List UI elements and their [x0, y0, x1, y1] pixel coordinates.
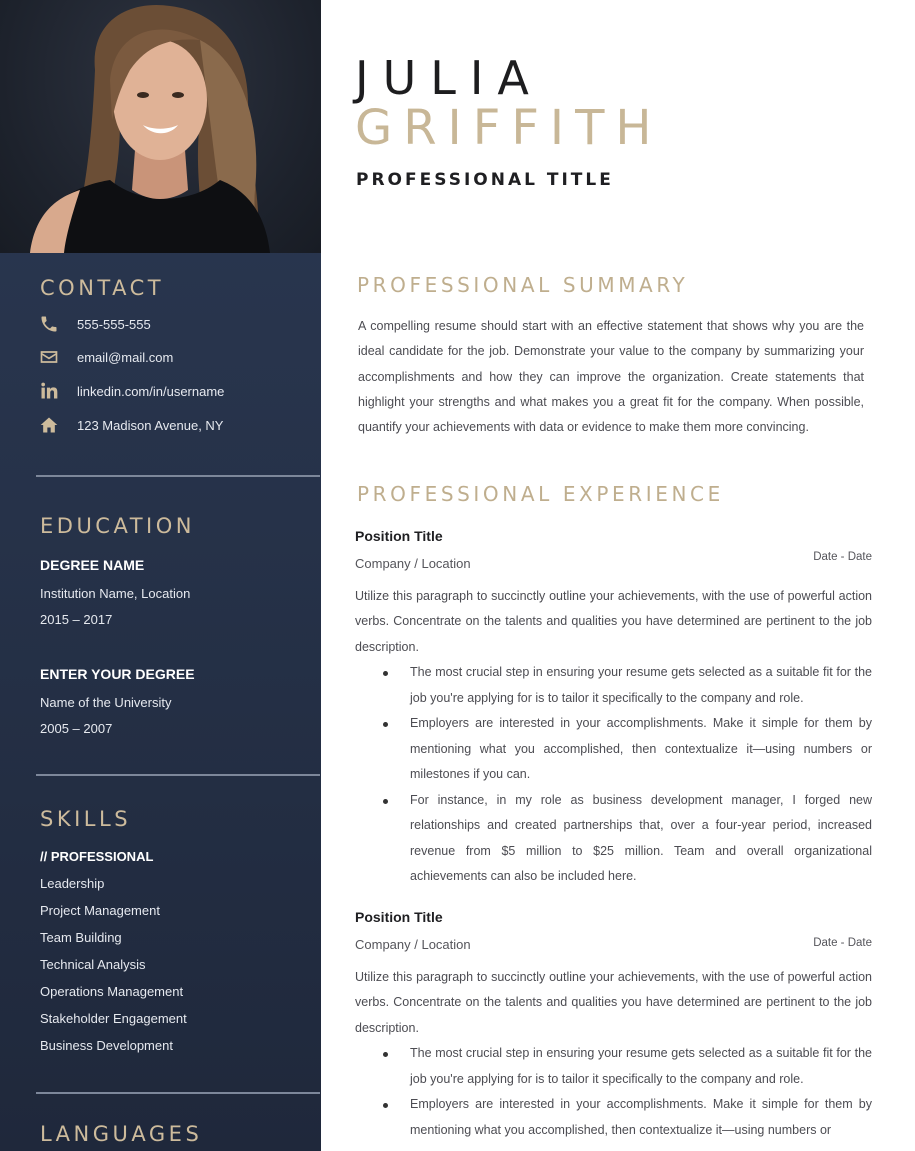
professional-title: PROFESSIONAL TITLE — [356, 170, 614, 190]
job-company: Company / Location — [355, 937, 471, 952]
contact-linkedin[interactable] — [38, 380, 224, 402]
contact-address — [38, 414, 223, 436]
skill-item: Technical Analysis — [40, 957, 146, 972]
job-bullets — [355, 1041, 872, 1143]
job-description: Utilize this paragraph to succinctly outline your achievements, with the use of powerful action verbs. Concentrate on the talents and qualities you have determined are pertinent to the job description. — [355, 970, 872, 1035]
email-icon — [38, 346, 60, 368]
skill-item: Team Building — [40, 930, 122, 945]
education-institution: Name of the University — [40, 695, 172, 710]
last-name: GRIFFITH — [355, 100, 663, 156]
skills-list — [40, 876, 187, 1065]
education-degree: ENTER YOUR DEGREE — [40, 666, 195, 682]
contact-heading: CONTACT — [40, 276, 165, 300]
bullet-item: The most crucial step in ensuring your resume gets selected as a suitable fit for the job you're applying for is to tailor it specifically to the company and role. — [355, 660, 872, 711]
skill-item: Operations Management — [40, 984, 184, 999]
contact-email[interactable] — [38, 346, 173, 368]
profile-photo — [0, 0, 321, 253]
bullet-item: Employers are interested in your accomplishments. Make it simple for them by mentioning what you accomplished, then contextualize it—using numbers or milestones if you can. — [355, 711, 872, 788]
contact-phone[interactable] — [38, 313, 151, 335]
job-title: Position Title — [355, 909, 443, 925]
skills-subheading: // PROFESSIONAL — [40, 849, 154, 864]
bullet-item: The most crucial step in ensuring your resume gets selected as a suitable fit for the job you're applying for is to tailor it specifically to the company and role. — [355, 1041, 872, 1092]
education-years: 2015 – 2017 — [40, 612, 113, 627]
education-years: 2005 – 2007 — [40, 721, 113, 736]
portrait-image — [0, 0, 321, 253]
skill-item: Project Management — [40, 903, 160, 918]
contact-email-text: email@mail.com — [77, 349, 174, 365]
job-dates: Date - Date — [813, 937, 872, 949]
skill-item: Stakeholder Engagement — [40, 1011, 187, 1026]
bullet-item: Employers are interested in your accomplishments. Make it simple for them by mentioning what you accomplished, then contextualize it—using numbers or — [355, 1092, 872, 1143]
divider — [36, 774, 320, 776]
contact-phone-text: 555-555-555 — [77, 316, 151, 332]
job-company: Company / Location — [355, 556, 471, 571]
summary-text: A compelling resume should start with an effective statement that shows why you are the ideal candidate for the job. Demonstrate your value to the company by summarizing your accomplishments and how they can improve the organization. Create statements that highlight your strengths and what makes you a great fit for the company. When possible, quantify your achievements with data or evidence to make them more convincing. — [358, 319, 864, 435]
skills-heading: SKILLS — [40, 807, 132, 831]
experience-heading: PROFESSIONAL EXPERIENCE — [357, 482, 724, 506]
education-heading: EDUCATION — [40, 514, 195, 538]
job-description: Utilize this paragraph to succinctly outline your achievements, with the use of powerful action verbs. Concentrate on the talents and qualities you have determined are pertinent to the job description. — [355, 589, 872, 654]
first-name: JULIA — [355, 51, 543, 105]
linkedin-icon — [38, 380, 60, 402]
languages-heading: LANGUAGES — [40, 1122, 203, 1146]
summary-heading: PROFESSIONAL SUMMARY — [357, 273, 689, 297]
contact-linkedin-text: linkedin.com/in/username — [77, 383, 225, 399]
contact-address-text: 123 Madison Avenue, NY — [77, 417, 224, 433]
job-title: Position Title — [355, 528, 443, 544]
job-bullets — [355, 660, 872, 890]
education-degree: DEGREE NAME — [40, 557, 145, 573]
job-dates: Date - Date — [813, 551, 872, 563]
bullet-item: For instance, in my role as business development manager, I forged new relationships and created partnerships that, over a four-year period, increased revenue from $5 million to $25 million. Team and overall organizational achievements can also be included here. — [355, 788, 872, 890]
home-icon — [38, 414, 60, 436]
sidebar — [0, 0, 321, 1151]
divider — [36, 475, 320, 477]
skill-item: Business Development — [40, 1038, 173, 1053]
skill-item: Leadership — [40, 876, 105, 891]
divider — [36, 1092, 320, 1094]
education-institution: Institution Name, Location — [40, 586, 191, 601]
phone-icon — [38, 313, 60, 335]
